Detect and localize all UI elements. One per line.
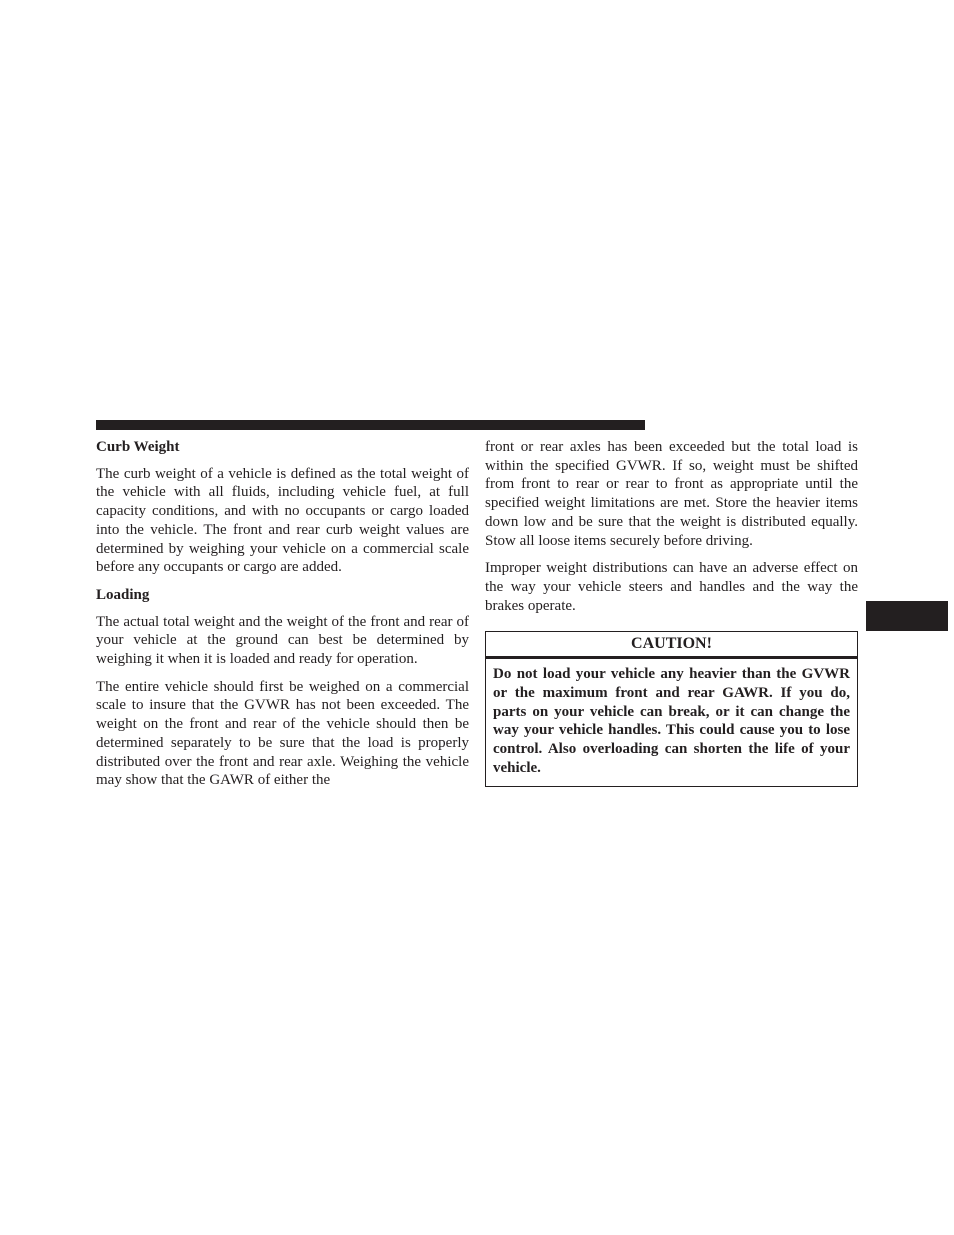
- loading-paragraph-1: The actual total weight and the weight of the front and rear of your vehicle at the ground can best be determined by weighing it when it is loaded and ready for operation.: [96, 613, 469, 668]
- left-column: [96, 438, 469, 799]
- section-top-rule: [96, 420, 645, 430]
- loading-paragraph-2: The entire vehicle should first be weighed on a commercial scale to insure that the GVWR has not been exceeded. The weight on the front and rear of the vehicle should then be determined separately to be sure that the load is properly distributed over the front and rear axle. Weighing the vehicle may show that the GAWR of either the: [96, 678, 469, 789]
- curb-weight-heading: Curb Weight: [96, 439, 180, 455]
- caution-title: CAUTION!: [486, 632, 857, 659]
- caution-body: Do not load your vehicle any heavier than the GVWR or the maximum front and rear GAWR. If you do, parts on your vehicle can break, or it can change the way your vehicle handles. This could cause you to lose control. Also overloading can shorten the life of your vehicle.: [493, 666, 850, 776]
- curb-weight-paragraph: The curb weight of a vehicle is defined as the total weight of the vehicle with all fluids, including vehicle fuel, at full capacity conditions, and with no occupants or cargo loaded into the vehicle. The front and rear curb weight values are determined by weighing your vehicle on a commercial scale before any occupants or cargo are added.: [96, 465, 469, 576]
- right-column: [485, 438, 858, 787]
- loading-paragraph-2-continued: front or rear axles has been exceeded but the total load is within the specified GVWR. If so, weight must be shifted from front to rear or rear to front as appropriate until the specified weight limitations are met. Store the heavier items down low and be sure that the weight is distributed equally. Stow all loose items securely before driving.: [485, 439, 858, 549]
- loading-heading: Loading: [96, 586, 150, 603]
- caution-box: [485, 631, 858, 786]
- loading-paragraph-3: Improper weight distributions can have an adverse effect on the way your vehicle steers and handles and the way the brakes operate.: [485, 560, 858, 614]
- chapter-tab: [866, 601, 948, 631]
